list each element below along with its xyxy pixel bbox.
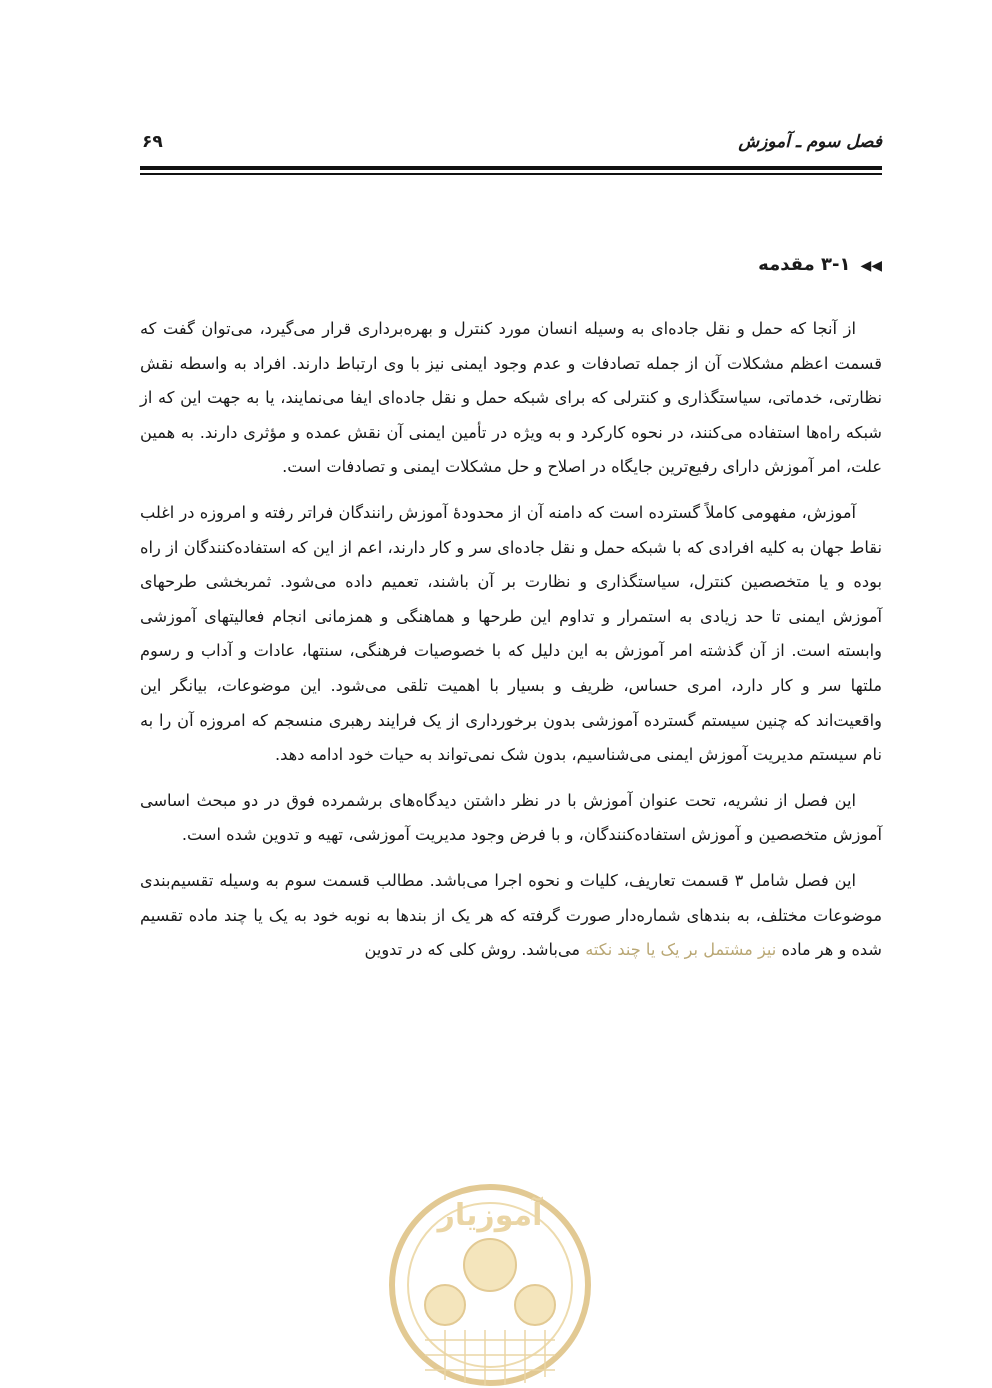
paragraph-4-part-3: می‌باشد. روش کلی که در تدوین xyxy=(364,940,581,960)
paragraph-1: از آنجا که حمل و نقل جاده‌ای به وسیله انسان مورد کنترل و بهره‌برداری قرار می‌گیرد، می‌توان گفت که قسمت اعظم مشکلات آن از جمله تصادفات و عدم وجود ایمنی نیز با وی ارتباط دارند. افراد به واسطه نقش نظارتی، خدماتی، سیاستگذاری و کنترلی که برای شبکه حمل و نقل جاده‌ای ایفا می‌نمایند، یا به جهت این که از شبکه راه‌ها استفاده می‌کنند، در نحوه کارکرد و به ویژه در تأمین ایمنی آن نقش عمده و مؤثری دارند. به همین علت، امر آموزش دارای رفیع‌ترین جایگاه در اصلاح و حل مشکلات ایمنی و تصادفات است. xyxy=(140,319,882,477)
paragraph-4 xyxy=(140,864,882,968)
watermark-logo-icon xyxy=(385,1165,595,1388)
section-title: ۳-۱ مقدمه xyxy=(758,254,851,275)
paragraph-2: آموزش، مفهومی کاملاً گسترده است که دامنه آن از محدودهٔ آموزش رانندگان فراتر رفته و امروزه در اغلب نقاط جهان به کلیه افرادی که با شبکه حمل و نقل جاده‌ای سر و کار دارند، اعم از این که استفاده‌کنندگان از راه بوده و یا متخصصین کنترل، سیاستگذاری و نظارت بر آن باشند، تعمیم داده می‌شود. ثمربخشی طرحهای آموزش ایمنی تا حد زیادی به استمرار و تداوم این طرحها و هماهنگی و همزمانی انجام فعالیتهای آموزشی وابسته است. از آن گذشته امر آموزش به این دلیل که با خصوصیات فرهنگی، سنتها، عادات و آداب و رسوم ملتها سر و کار دارد، امری حساس، ظریف و بسیار با اهمیت تلقی می‌شود. این موضوعات، بیانگر این واقعیت‌اند که چنین سیستم گسترده آموزشی بدون برخورداری از یک فرایند رهبری منسجم که امروزه آن را به نام سیستم مدیریت آموزش ایمنی می‌شناسیم، بدون شک نمی‌تواند به حیات خود ادامه دهد. xyxy=(140,502,882,765)
paragraph-4-part-1: این فصل شامل ۳ قسمت تعاریف، کلیات و نحوه اجرا می‌باشد. مطالب قسمت سوم به وسیله تقسیم‌بندی موضوعات مختلف، به بندهای شماره‌دار صورت گرفته که هر یک از بندها به نوبه خود به یک یا چند ماده تقسیم شده و هر ماده xyxy=(140,870,882,960)
section-heading xyxy=(758,254,882,275)
body-text xyxy=(140,312,882,979)
header-rule-thin xyxy=(140,173,882,175)
page-number: ۶۹ xyxy=(142,132,163,152)
page-header xyxy=(140,128,882,158)
paragraph-4-part-2: نیز مشتمل بر یک یا چند نکته xyxy=(585,940,777,960)
watermark-text: آموزیار xyxy=(437,1198,543,1233)
header-rule xyxy=(140,166,882,175)
header-rule-thick xyxy=(140,166,882,170)
heading-bullet-icon: ◀◀ xyxy=(860,258,882,274)
paragraph-3: این فصل از نشریه، تحت عنوان آموزش با در نظر داشتن دیدگاه‌های برشمرده فوق در دو مبحث اساسی آموزش متخصصین و آموزش استفاده‌کنندگان، و با فرض وجود مدیریت آموزشی، تهیه و تدوین شده است. xyxy=(140,790,882,845)
chapter-title: فصل سوم ـ آموزش xyxy=(738,132,882,152)
